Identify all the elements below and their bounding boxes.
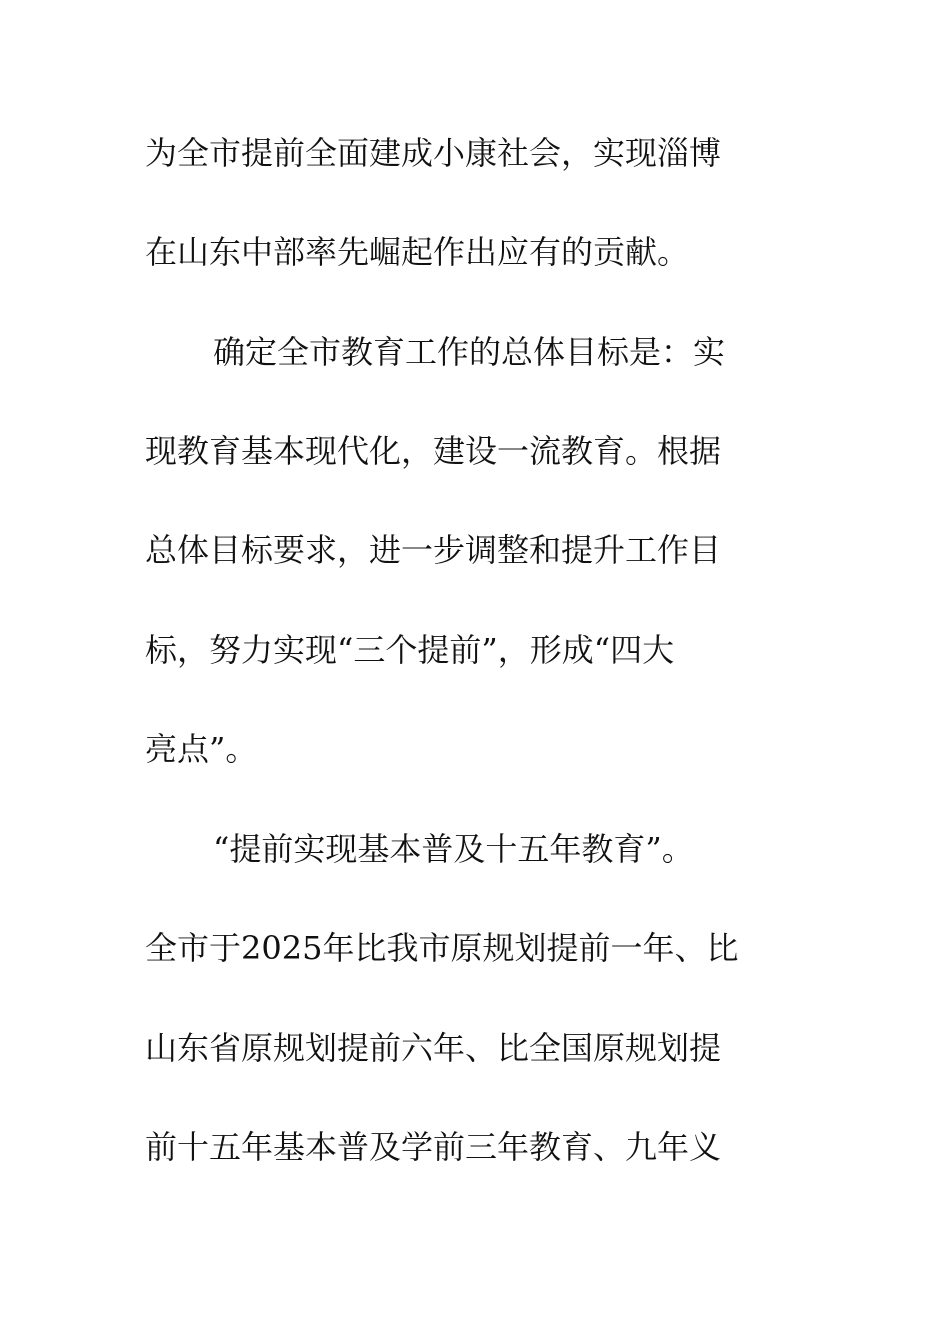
text-line-6: 标，努力实现“三个提前”，形成“四大 xyxy=(145,631,675,669)
paragraph-start-line: 确定全市教育工作的总体目标是：实 xyxy=(213,333,726,371)
text-line-4: 现教育基本现代化，建设一流教育。根据 xyxy=(145,432,722,470)
text-line-9: 全市于2025年比我市原规划提前一年、比 xyxy=(145,929,739,967)
text-line-7: 亮点”。 xyxy=(145,730,258,768)
text-line-11: 前十五年基本普及学前三年教育、九年义 xyxy=(145,1128,722,1166)
text-line-5: 总体目标要求，进一步调整和提升工作目 xyxy=(145,531,722,569)
text-line-1: 为全市提前全面建成小康社会，实现淄博 xyxy=(145,134,722,172)
text-line-2: 在山东中部率先崛起作出应有的贡献。 xyxy=(145,233,690,271)
paragraph-start-line-2: “提前实现基本普及十五年教育”。 xyxy=(213,830,694,868)
text-line-10: 山东省原规划提前六年、比全国原规划提 xyxy=(145,1029,722,1067)
